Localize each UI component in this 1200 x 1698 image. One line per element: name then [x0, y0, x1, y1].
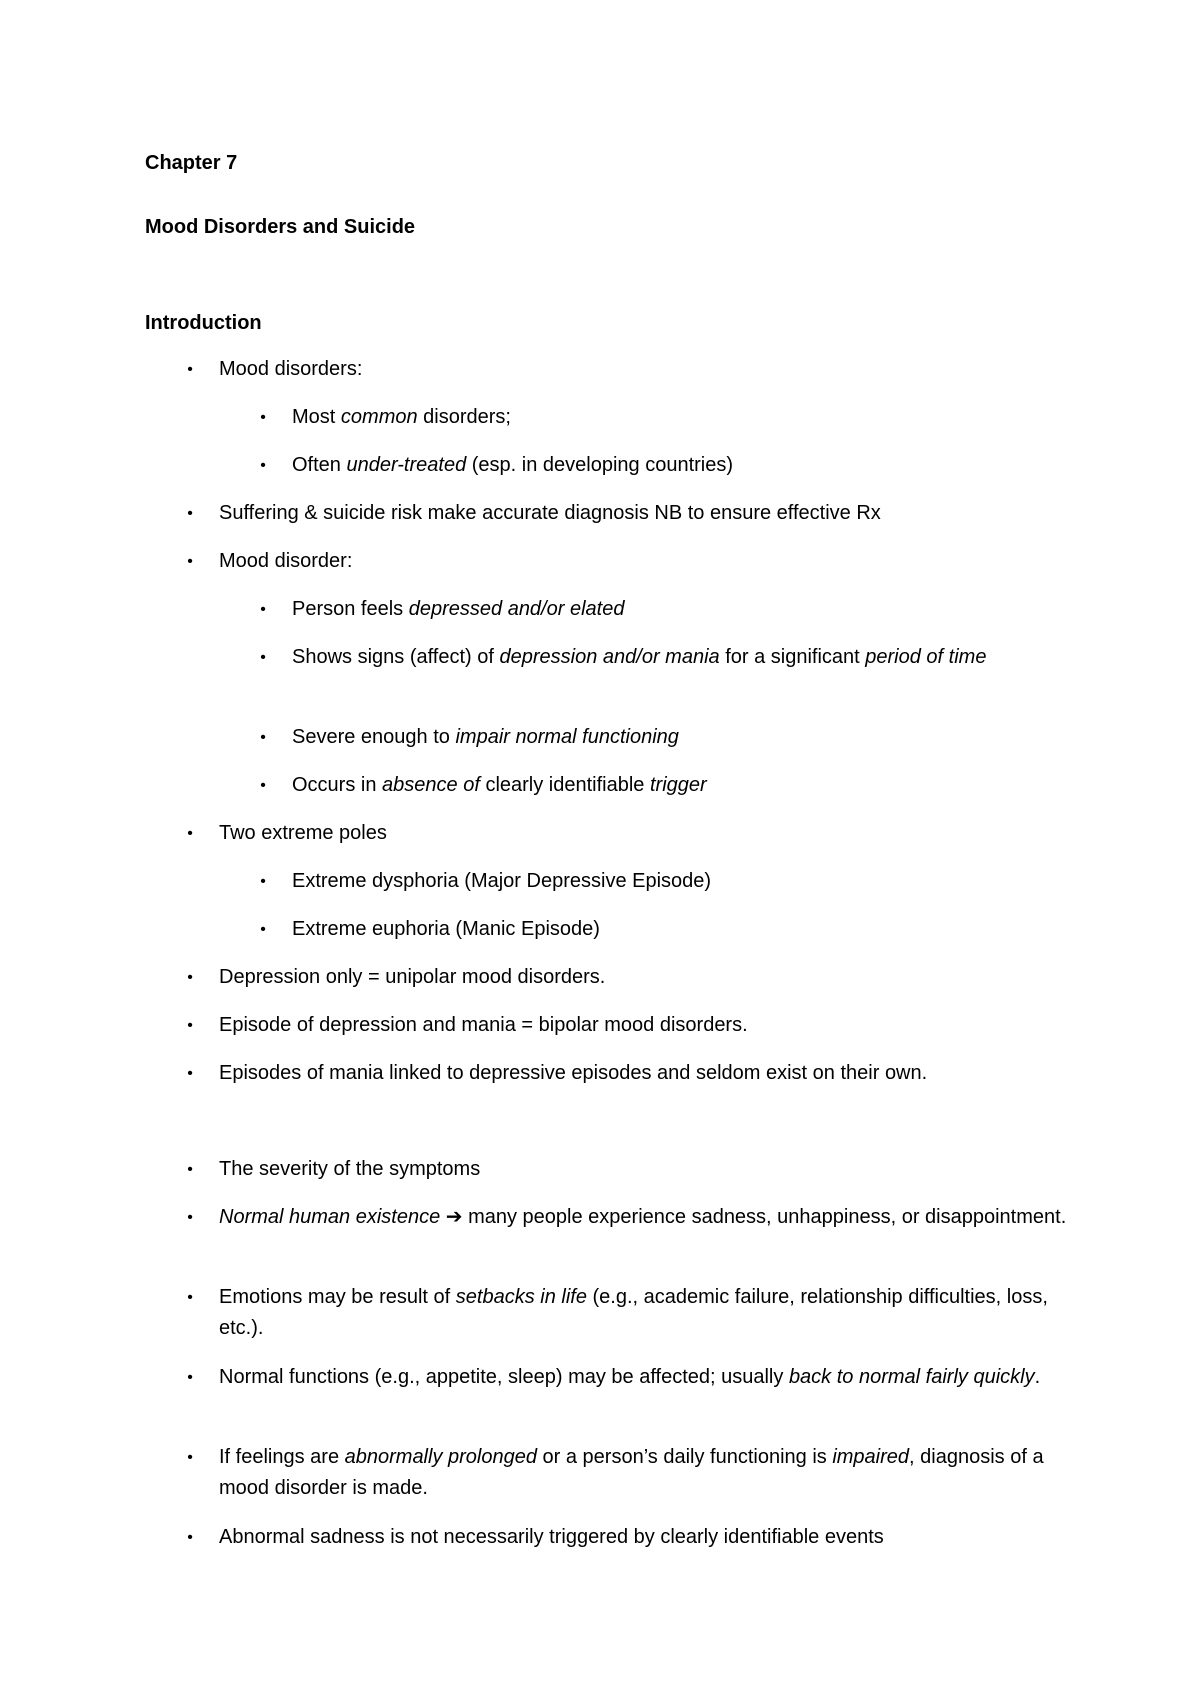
italic-text: setbacks in life	[455, 1286, 587, 1308]
text-segment: If feelings are	[219, 1446, 345, 1468]
text-segment: Two extreme poles	[219, 822, 387, 844]
text-segment: Extreme dysphoria (Major Depressive Episode)	[292, 870, 712, 892]
bullet-marker: •	[187, 1449, 193, 1466]
list-item	[187, 1058, 1079, 1089]
italic-text: common	[340, 406, 418, 428]
text-segment: disorders;	[417, 406, 511, 428]
text-segment: Episode of depression and mania = bipolar mood disorders.	[219, 1014, 748, 1036]
text-segment: Depression only = unipolar mood disorders.	[219, 966, 606, 988]
list-item	[187, 1442, 1079, 1504]
list-item	[187, 1202, 1079, 1233]
list-item	[187, 546, 1079, 577]
list-item-text	[219, 502, 881, 524]
list-item-text	[292, 870, 711, 892]
italic-text: impair normal functioning	[455, 726, 679, 748]
list-item-text	[219, 1062, 927, 1084]
bullet-marker: •	[260, 409, 266, 426]
text-segment: .	[1034, 1366, 1041, 1388]
italic-text: abnormally prolonged	[344, 1446, 537, 1468]
list-item	[187, 354, 1079, 385]
list-item	[187, 962, 1079, 993]
list-item	[260, 866, 1052, 897]
bullet-marker: •	[187, 1289, 193, 1306]
list-item	[187, 1154, 1079, 1185]
list-item	[187, 1282, 1079, 1344]
bullet-marker: •	[260, 921, 266, 938]
list-item-text	[292, 406, 511, 428]
chapter-title: Mood Disorders and Suicide	[145, 216, 416, 238]
text-segment: Extreme euphoria (Manic Episode)	[292, 918, 600, 940]
list-item-text	[292, 774, 707, 796]
text-segment: Most	[292, 406, 341, 428]
list-item	[260, 642, 1052, 673]
bullet-marker: •	[187, 1529, 193, 1546]
text-segment: Often	[292, 454, 347, 476]
text-segment: Person feels	[292, 598, 409, 620]
list-item	[260, 594, 1052, 625]
list-item	[187, 818, 1079, 849]
list-item-text	[219, 358, 362, 380]
text-segment: Occurs in	[292, 774, 383, 796]
list-item-text	[219, 1366, 1040, 1388]
italic-text: period of time	[865, 646, 987, 668]
text-segment: for a significant	[719, 646, 866, 668]
list-item	[187, 1522, 1079, 1553]
list-item-text	[219, 1014, 748, 1036]
text-segment: , diagnosis of a mood disorder is made.	[219, 1446, 1044, 1499]
text-segment: Shows signs (affect) of	[292, 646, 500, 668]
text-segment: The severity of the symptoms	[219, 1158, 481, 1180]
list-item-text	[219, 1446, 1044, 1499]
list-item	[187, 1362, 1079, 1393]
text-segment: (esp. in developing countries)	[466, 454, 734, 476]
list-item	[260, 450, 1052, 481]
text-segment: Episodes of mania linked to depressive episodes and seldom exist on their own.	[219, 1062, 928, 1084]
list-item-text	[219, 822, 387, 844]
italic-text: impaired	[832, 1446, 910, 1468]
bullet-marker: •	[187, 825, 193, 842]
text-segment: or a person’s daily functioning is	[536, 1446, 833, 1468]
text-segment: (e.g., academic failure, relationship difficulties, loss, etc.).	[219, 1286, 1048, 1339]
text-segment: Severe enough to	[292, 726, 456, 748]
chapter-heading: Chapter 7	[145, 152, 238, 174]
list-item	[260, 770, 1052, 801]
bullet-marker: •	[187, 969, 193, 986]
bullet-marker: •	[187, 1161, 193, 1178]
list-item-text	[219, 1526, 884, 1548]
bullet-marker: •	[187, 1065, 193, 1082]
italic-text: depression and/or mania	[499, 646, 720, 668]
list-item	[187, 498, 1079, 529]
list-item-text	[292, 646, 986, 668]
text-segment: Abnormal sadness is not necessarily triggered by clearly identifiable events	[219, 1526, 884, 1548]
text-segment: Mood disorders:	[219, 358, 363, 380]
list-item-text	[219, 966, 605, 988]
italic-text: depressed and/or elated	[408, 598, 625, 620]
bullet-marker: •	[187, 553, 193, 570]
bullet-marker: •	[260, 601, 266, 618]
italic-text: back to normal fairly quickly	[788, 1366, 1035, 1388]
list-item	[187, 1010, 1079, 1041]
list-item-text	[292, 454, 733, 476]
text-segment: Normal functions (e.g., appetite, sleep) may be affected; usually	[219, 1366, 789, 1388]
section-heading: Introduction	[145, 312, 262, 334]
list-item-text	[219, 1206, 1066, 1228]
list-item-text	[219, 1158, 480, 1180]
text-segment: Suffering & suicide risk make accurate diagnosis NB to ensure effective Rx	[219, 502, 881, 524]
bullet-marker: •	[260, 729, 266, 746]
bullet-marker: •	[187, 1209, 193, 1226]
bullet-marker: •	[260, 457, 266, 474]
bullet-marker: •	[260, 649, 266, 666]
list-item-text	[219, 550, 352, 572]
bullet-marker: •	[260, 873, 266, 890]
italic-text: under-treated	[346, 454, 467, 476]
list-item-text	[292, 726, 679, 748]
list-item-text	[219, 1286, 1048, 1339]
list-item-text	[292, 918, 600, 940]
bullet-marker: •	[187, 361, 193, 378]
text-segment: ➔ many people experience sadness, unhappiness, or disappointment.	[440, 1206, 1067, 1228]
bullet-marker: •	[260, 777, 266, 794]
bullet-marker: •	[187, 1369, 193, 1386]
italic-text: absence of	[382, 774, 480, 796]
text-segment: Emotions may be result of	[219, 1286, 456, 1308]
italic-text: Normal human existence	[219, 1206, 441, 1228]
text-segment: Mood disorder:	[219, 550, 353, 572]
list-item	[260, 914, 1052, 945]
text-segment: clearly identifiable	[479, 774, 650, 796]
bullet-marker: •	[187, 1017, 193, 1034]
italic-text: trigger	[649, 774, 707, 796]
bullet-marker: •	[187, 505, 193, 522]
list-item	[260, 722, 1052, 753]
list-item	[260, 402, 1052, 433]
list-item-text	[292, 598, 624, 620]
